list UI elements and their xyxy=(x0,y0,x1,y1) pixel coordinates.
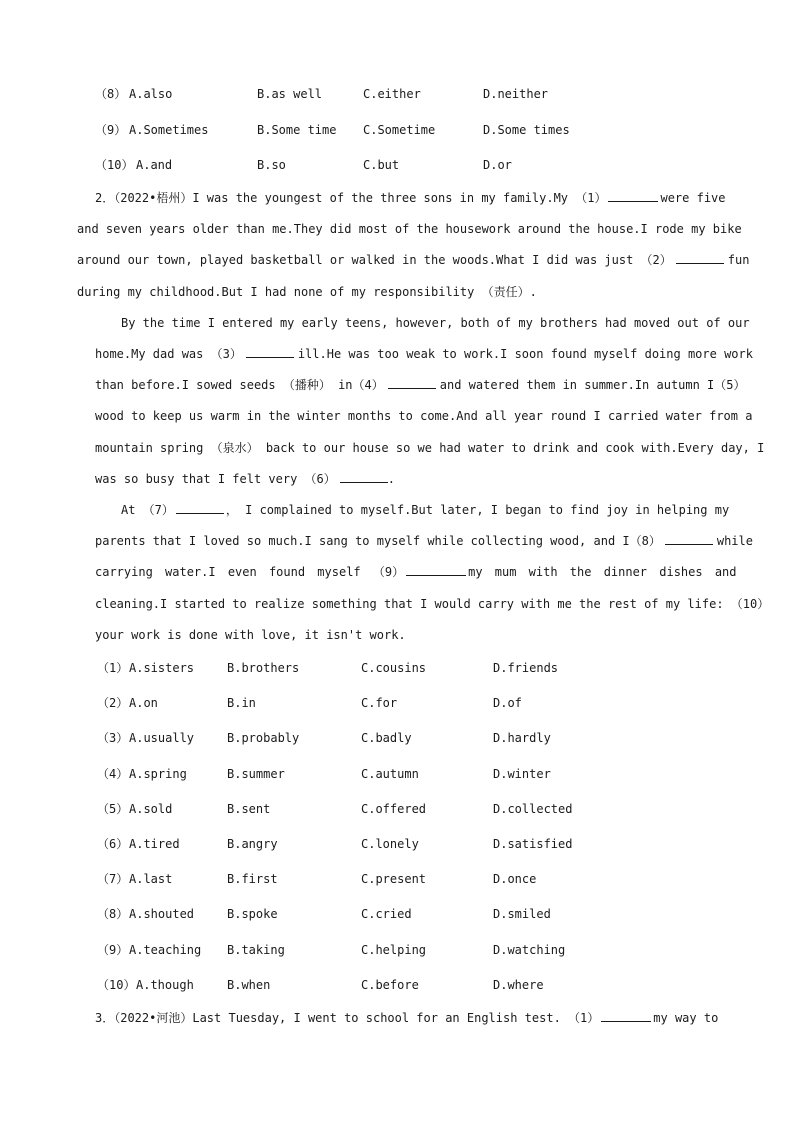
option-a: A.teaching xyxy=(129,943,202,957)
option-d: D.neither xyxy=(483,87,549,101)
option-d: D.satisfied xyxy=(493,837,573,851)
option-row xyxy=(0,941,794,959)
option-b: B.summer xyxy=(227,767,285,781)
passage-text: around our town, played basketball or walked in the woods.What I did was just （2） xyxy=(77,253,672,267)
option-b: B.in xyxy=(227,696,256,710)
passage-text: carrying water.I even found myself （9） xyxy=(95,565,405,579)
option-b: B.angry xyxy=(227,837,278,851)
answer-blank-6[interactable] xyxy=(340,471,388,483)
option-number: （1） xyxy=(97,661,129,675)
option-c: C.for xyxy=(361,696,398,710)
passage-line xyxy=(95,563,737,581)
option-b: B.first xyxy=(227,872,278,886)
passage-text: home.My dad was （3） xyxy=(95,347,242,361)
option-number: （10） xyxy=(95,158,134,172)
option-c: C.badly xyxy=(361,731,412,745)
passage-line xyxy=(95,345,753,363)
option-b: B.so xyxy=(257,158,286,172)
option-d: D.Some times xyxy=(483,123,570,137)
option-b: B.Some time xyxy=(257,123,337,137)
option-number: （10） xyxy=(97,978,136,992)
option-number: （7） xyxy=(97,872,129,886)
option-c: C.before xyxy=(361,978,419,992)
passage-line xyxy=(95,532,753,550)
answer-blank-1[interactable] xyxy=(608,190,658,202)
option-b: B.spoke xyxy=(227,907,278,921)
option-b: B.as well xyxy=(257,87,323,101)
option-c: C.autumn xyxy=(361,767,419,781)
option-d: D.friends xyxy=(493,661,559,675)
option-row xyxy=(0,121,794,139)
answer-blank-7[interactable] xyxy=(176,502,224,514)
option-row xyxy=(0,765,794,783)
option-a: A.sisters xyxy=(129,661,195,675)
passage-line: and seven years older than me.They did most of the housework around the house.I rode my bike xyxy=(77,222,742,236)
option-number: （8） xyxy=(97,907,129,921)
passage-text: parents that I loved so much.I sang to myself while collecting wood, and I（8） xyxy=(95,534,661,548)
option-c: C.cried xyxy=(361,907,412,921)
option-d: D.or xyxy=(483,158,512,172)
option-c: C.offered xyxy=(361,802,427,816)
passage-text: was so busy that I felt very （6） xyxy=(95,472,336,486)
option-b: B.brothers xyxy=(227,661,300,675)
option-a: A.Sometimes xyxy=(129,123,209,137)
option-number: （5） xyxy=(97,802,129,816)
option-b: B.probably xyxy=(227,731,300,745)
passage-text: At （7） xyxy=(121,503,174,517)
passage-text: fun xyxy=(727,253,750,267)
answer-blank-2[interactable] xyxy=(676,252,724,264)
option-number: （2） xyxy=(97,696,129,710)
option-b: B.sent xyxy=(227,802,271,816)
option-d: D.where xyxy=(493,978,544,992)
option-a: A.and xyxy=(136,158,173,172)
option-row xyxy=(0,659,794,677)
passage-line: your work is done with love, it isn't work. xyxy=(95,628,406,642)
passage-line xyxy=(77,251,750,269)
option-a: A.usually xyxy=(129,731,195,745)
option-a: A.sold xyxy=(129,802,173,816)
option-d: D.of xyxy=(493,696,522,710)
option-c: C.Sometime xyxy=(363,123,436,137)
option-a: A.spring xyxy=(129,767,187,781)
option-c: C.helping xyxy=(361,943,427,957)
passage-line: wood to keep us warm in the winter months to come.And all year round I carried water from a xyxy=(95,409,753,423)
option-number: （9） xyxy=(97,943,129,957)
option-number: （3） xyxy=(97,731,129,745)
option-b: B.taking xyxy=(227,943,285,957)
option-a: A.tired xyxy=(129,837,180,851)
option-a: A.though xyxy=(136,978,194,992)
option-row xyxy=(0,870,794,888)
option-d: D.hardly xyxy=(493,731,551,745)
option-a: A.also xyxy=(129,87,173,101)
passage-line: By the time I entered my early teens, however, both of my brothers had moved out of our xyxy=(121,316,750,330)
answer-blank-3[interactable] xyxy=(246,346,294,358)
passage-text: were five xyxy=(660,191,726,205)
passage-text: than before.I sowed seeds （播种） in（4） xyxy=(95,378,384,392)
option-c: C.either xyxy=(363,87,421,101)
passage-text: ill.He was too weak to work.I soon found myself doing more work xyxy=(297,347,753,361)
passage-line xyxy=(95,470,719,488)
passage-text: while xyxy=(716,534,753,548)
option-number: （4） xyxy=(97,767,129,781)
option-number: （6） xyxy=(97,837,129,851)
answer-blank-4[interactable] xyxy=(388,377,436,389)
option-d: D.smiled xyxy=(493,907,551,921)
option-row xyxy=(0,835,794,853)
q3-first-line xyxy=(95,1009,719,1027)
passage-text: and watered them in summer.In autumn I（5） xyxy=(439,378,746,392)
option-row xyxy=(0,800,794,818)
passage-line: cleaning.I started to realize something that I would carry with me the rest of my life: （10） xyxy=(95,597,770,611)
option-row xyxy=(0,85,794,103)
option-row xyxy=(0,694,794,712)
option-d: D.winter xyxy=(493,767,551,781)
option-a: A.on xyxy=(129,696,158,710)
option-row xyxy=(0,729,794,747)
option-d: D.collected xyxy=(493,802,573,816)
option-c: C.but xyxy=(363,158,400,172)
option-c: C.lonely xyxy=(361,837,419,851)
option-row xyxy=(0,976,794,994)
passage-text: ， I complained to myself.But later, I began to find joy in helping my xyxy=(225,503,730,517)
option-d: D.once xyxy=(493,872,537,886)
passage-text: my way to xyxy=(653,1011,719,1025)
option-d: D.watching xyxy=(493,943,566,957)
passage-line xyxy=(95,189,726,207)
option-a: A.shouted xyxy=(129,907,195,921)
option-row xyxy=(0,156,794,174)
option-b: B.when xyxy=(227,978,271,992)
option-c: C.present xyxy=(361,872,427,886)
question-heading: 2．（2022•梧州）I was the youngest of the three sons in my family.My （1） xyxy=(95,191,607,205)
option-number: （9） xyxy=(95,123,127,137)
passage-line: mountain spring （泉水） back to our house so we had water to drink and cook with.Every day, I xyxy=(95,441,765,455)
passage-line xyxy=(121,501,730,519)
option-number: （8） xyxy=(95,87,127,101)
passage-text: my mum with the dinner dishes and xyxy=(468,565,737,579)
passage-line: during my childhood.But I had none of my responsibility （责任）. xyxy=(77,285,537,299)
passage-text: . xyxy=(387,472,395,486)
answer-blank-q3-1[interactable] xyxy=(601,1010,651,1022)
passage-line xyxy=(95,376,746,394)
answer-blank-8[interactable] xyxy=(665,533,713,545)
question-heading: 3．（2022•河池）Last Tuesday, I went to school for an English test. （1） xyxy=(95,1011,600,1025)
answer-blank-9[interactable] xyxy=(406,564,466,576)
option-row xyxy=(0,905,794,923)
option-c: C.cousins xyxy=(361,661,427,675)
option-a: A.last xyxy=(129,872,173,886)
